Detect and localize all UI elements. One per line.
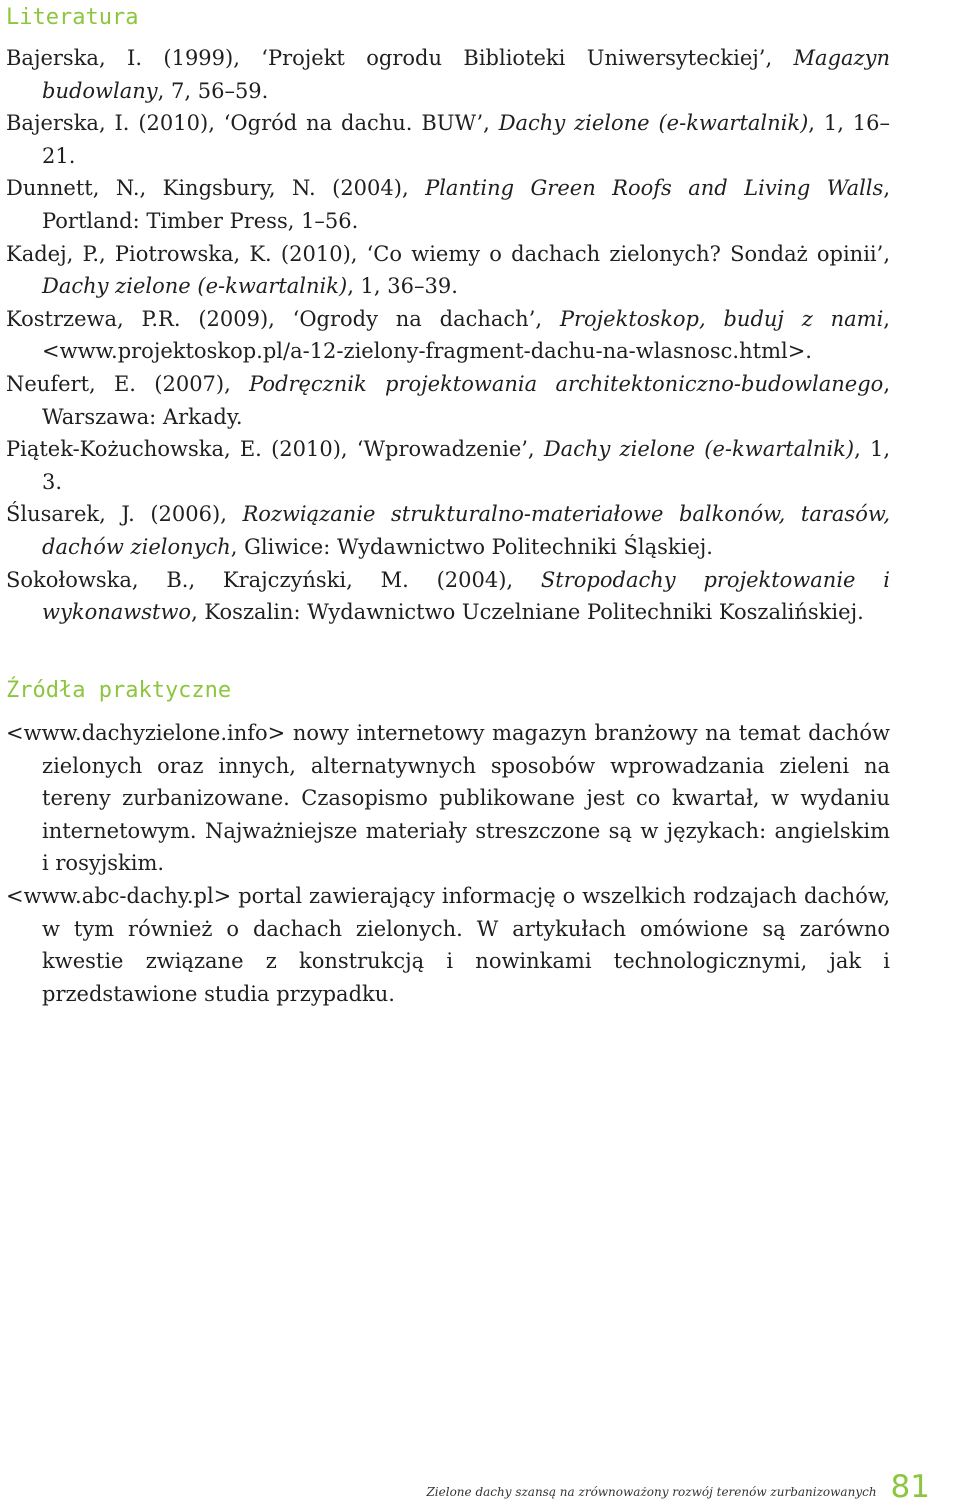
entry-text: , Portland: Timber Press, 1–56. <box>42 176 890 233</box>
entry-text: Bajerska, I. (1999), ‘Projekt ogrodu Biblioteki Uniwersyteckiej’, <box>6 46 794 70</box>
literature-entry <box>6 433 890 498</box>
entry-text: , 7, 56–59. <box>157 78 269 103</box>
entry-title: Rozwiązanie strukturalno-materiałowe balkonów, tarasów, dachów zielonych <box>42 502 890 559</box>
sources-list <box>6 717 890 1010</box>
entry-text: Neufert, E. (2007), <box>6 371 250 396</box>
literature-entry <box>6 107 890 172</box>
literature-list <box>6 42 890 629</box>
entry-title: Podręcznik projektowania architektoniczno-budowlanego <box>249 371 884 396</box>
entry-title: Dachy zielone (e-kwartalnik) <box>543 437 855 462</box>
entry-text: , <www.projektoskop.pl/a-12-zielony-fragment-dachu-na-wlasnosc.html>. <box>42 306 890 364</box>
entry-text: , 1, 3. <box>42 437 891 494</box>
page-footer <box>426 1470 930 1504</box>
source-entry: <www.abc-dachy.pl> portal zawierający informację o wszelkich rodzajach dachów, w tym również o dachach zielonych. W artykułach omówione są zarówno kwestie związane z konstrukcją i nowinkami technologicznymi, jak i przedstawione studia przypadku. <box>6 883 890 1006</box>
entry-text: , 1, 16–21. <box>42 111 890 168</box>
entry-text: Piątek-Kożuchowska, E. (2010), ‘Wprowadzenie’, <box>6 437 544 462</box>
page-number: 81 <box>890 1469 930 1505</box>
literature-entry <box>6 368 890 433</box>
entry-title: Dachy zielone (e-kwartalnik) <box>42 274 348 299</box>
literature-heading: Literatura <box>6 5 139 30</box>
entry-title: Dachy zielone (e-kwartalnik) <box>498 111 809 136</box>
entry-title: Magazyn budowlany <box>42 46 890 103</box>
entry-text: Ślusarek, J. (2006), <box>6 502 243 527</box>
entry-text: , Koszalin: Wydawnictwo Uczelniane Politechniki Koszalińskiej. <box>191 600 864 625</box>
literature-entry <box>6 238 890 303</box>
entry-title: Planting Green Roofs and Living Walls <box>425 176 884 201</box>
entry-text: Sokołowska, B., Krajczyński, M. (2004), <box>6 567 541 592</box>
entry-text: Kadej, P., Piotrowska, K. (2010), ‘Co wiemy o dachach zielonych? Sondaż opinii’, <box>6 241 890 266</box>
entry-text: Kostrzewa, P.R. (2009), ‘Ogrody na dachach’, <box>6 306 560 331</box>
sources-heading: Źródła praktyczne <box>6 678 232 703</box>
source-entry: <www.dachyzielone.info> nowy internetowy magazyn branżowy na temat dachów zielonych oraz innych, alternatywnych sposobów wprowadzania zieleni na tereny zurbanizowane. Czasopismo publikowane jest co kwartał, w wydaniu internetowym. Najważniejsze materiały streszczone są w językach: angielskim i rosyjskim. <box>6 721 890 876</box>
running-title: Zielone dachy szansą na zrównoważony rozwój terenów zurbanizowanych <box>426 1485 877 1499</box>
literature-entry <box>6 172 890 237</box>
entry-title: Projektoskop, buduj z nami <box>559 306 884 331</box>
entry-text: Dunnett, N., Kingsbury, N. (2004), <box>6 176 426 201</box>
literature-entry <box>6 564 890 629</box>
literature-entry <box>6 42 890 107</box>
entry-text: Bajerska, I. (2010), ‘Ogród na dachu. BUW’, <box>6 111 499 136</box>
entry-text: , Warszawa: Arkady. <box>42 371 890 429</box>
entry-text: , 1, 36–39. <box>347 274 458 299</box>
entry-title: Stropodachy projektowanie i wykonawstwo <box>42 567 891 625</box>
literature-entry <box>6 303 890 368</box>
entry-text: , Gliwice: Wydawnictwo Politechniki Śląskiej. <box>230 534 713 559</box>
literature-entry <box>6 498 890 563</box>
